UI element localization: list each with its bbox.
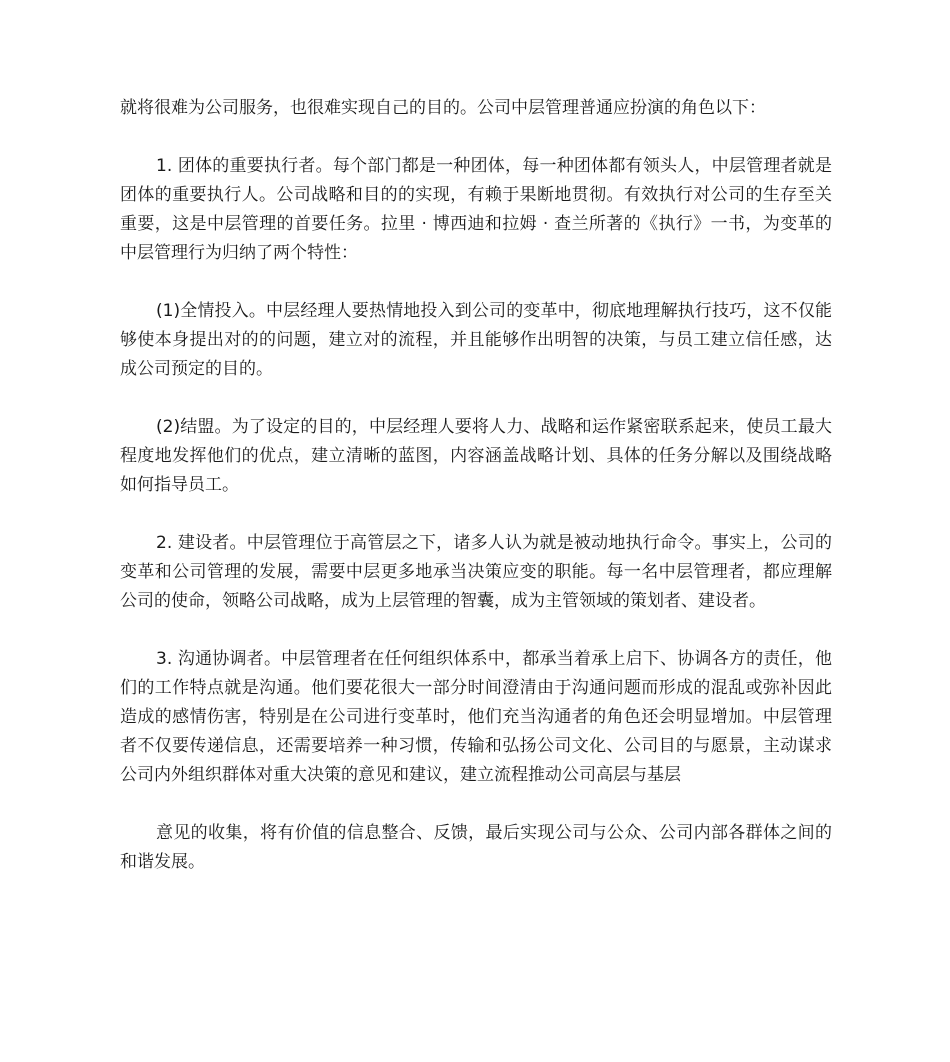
paragraph-continuation: 意见的收集，将有价值的信息整合、反馈，最后实现公司与公众、公司内部各群体之间的和谐发展。 bbox=[120, 823, 832, 872]
paragraph-point-2: 2. 建设者。中层管理位于高管层之下，诸多人认为就是被动地执行命令。事实上，公司的变革和公司管理的发展，需要中层更多地承当决策应变的职能。每一名中层管理者，都应理解公司的使命，领略公司战略，成为上层管理的智囊，成为主管领域的策划者、建设者。 bbox=[120, 533, 832, 611]
paragraph-subpoint-2: (2)结盟。为了设定的目的，中层经理人要将人力、战略和运作紧密联系起来，使员工最大程度地发挥他们的优点，建立清晰的蓝图，内容涵盖战略计划、具体的任务分解以及围绕战略如何指导员工。 bbox=[120, 417, 832, 495]
paragraph-subpoint-1: (1)全情投入。中层经理人要热情地投入到公司的变革中，彻底地理解执行技巧，这不仅能够使本身提出对的的问题，建立对的流程，并且能够作出明智的决策，与员工建立信任感，达成公司预定的目的。 bbox=[120, 301, 832, 379]
paragraph-point-3: 3. 沟通协调者。中层管理者在任何组织体系中，都承当着承上启下、协调各方的责任，他们的工作特点就是沟通。他们要花很大一部分时间澄清由于沟通问题而形成的混乱或弥补因此造成的感情伤害，特别是在公司进行变革时，他们充当沟通者的角色还会明显增加。中层管理者不仅要传递信息，还需要培养一种习惯，传输和弘扬公司文化、公司目的与愿景，主动谋求公司内外组织群体对重大决策的意见和建议，建立流程推动公司高层与基层 bbox=[120, 649, 832, 785]
paragraph-point-1: 1. 团体的重要执行者。每个部门都是一种团体，每一种团体都有领头人，中层管理者就是团体的重要执行人。公司战略和目的的实现，有赖于果断地贯彻。有效执行对公司的生存至关重要，这是中层管理的首要任务。拉里 · 博西迪和拉姆 · 查兰所著的《执行》一书，为变革的中层管理行为归纳了两个特性： bbox=[120, 156, 832, 263]
paragraph-intro: 就将很难为公司服务，也很难实现自己的目的。公司中层管理普通应扮演的角色以下： bbox=[120, 98, 766, 118]
document-page bbox=[120, 94, 832, 877]
